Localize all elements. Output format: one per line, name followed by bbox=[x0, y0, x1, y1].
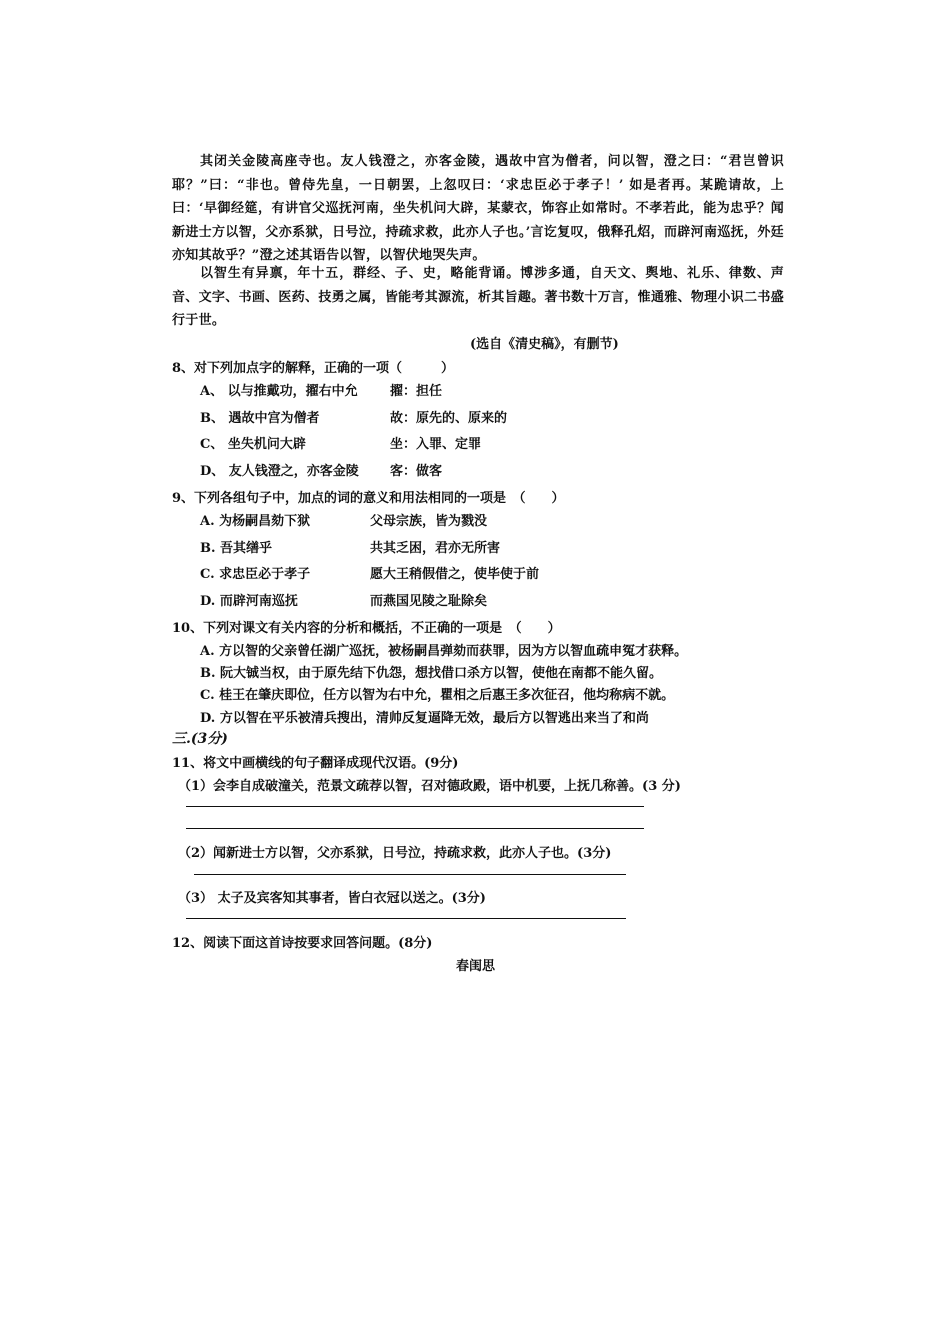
q8-stem: 8、对下列加点字的解释，正确的一项（ ） bbox=[172, 361, 455, 376]
q10-option-c: C. 桂王在肇庆即位，任方以智为右中允，瞿相之后惠王多次征召，他均称病不就。 bbox=[200, 688, 675, 703]
answer-line-3[interactable] bbox=[186, 918, 626, 919]
q8-gloss-a: 擢：担任 bbox=[390, 384, 443, 399]
q9-option-b-pair: 共其乏困，君亦无所害 bbox=[370, 541, 501, 556]
q10-option-d: D. 方以智在平乐被清兵搜出，清帅反复逼降无效，最后方以智逃出来当了和尚 bbox=[200, 711, 649, 726]
q11-item-2: （2）闻新进士方以智，父亦系狱，日号泣，持疏求救，此亦人子也。(3分) bbox=[178, 846, 612, 861]
q9-option-c-pair: 愿大王稍假借之，使毕使于前 bbox=[370, 567, 540, 582]
passage-paragraph-2: 以智生有异禀，年十五，群经、子、史，略能背诵。博涉多通，自天文、舆地、礼乐、律数、声音、文字、书画、医药、技勇之属，皆能考其源流，析其旨趣。著书数十万言，惟通雅、物理小识二书盛行于世。 bbox=[172, 266, 784, 328]
q11-item-3: （3） 太子及宾客知其事者，皆白衣冠以送之。(3分) bbox=[178, 891, 486, 906]
q9-option-d-pair: 而燕国见陵之耻除矣 bbox=[370, 594, 488, 609]
poem-title: 春闺思 bbox=[456, 959, 496, 974]
q9-option-a: A. 为杨嗣昌劾下狱 bbox=[200, 514, 311, 529]
q8-gloss-b: 故：原先的、原来的 bbox=[390, 411, 508, 426]
q8-option-d: D、 友人钱澄之，亦客金陵 bbox=[200, 464, 359, 479]
q8-gloss-d: 客：做客 bbox=[390, 464, 443, 479]
passage-source: (选自《清史稿》，有删节) bbox=[470, 337, 619, 352]
answer-line-2[interactable] bbox=[194, 874, 626, 875]
passage-paragraph-1: 其闭关金陵高座寺也。友人钱澄之，亦客金陵，遇故中宫为僧者，问以智，澄之曰：“君岂曾识耶？”曰：“非也。曾侍先皇，一日朝罢，上忽叹曰：‘求忠臣必于孝子！’ 如是者再。某跪请故，上曰：‘早御经筵，有讲官父巡抚河南，坐失机问大辟，某蒙衣，饰容止如常时。不孝若此，能为忠乎？闻新进士方以智，父亦系狱，日号泣，持疏求救，此亦人子也。’言讫复叹，俄释孔炤，而辟河南巡抚，外廷亦知其故乎？”澄之述其语告以智，以智伏地哭失声。 bbox=[172, 154, 784, 263]
q9-option-d: D. 而辟河南巡抚 bbox=[200, 594, 298, 609]
q11-item-1: （1）会李自成破潼关，范景文疏荐以智，召对德政殿，语中机要，上抚几称善。(3 分) bbox=[178, 779, 681, 794]
q9-option-b: B. 吾其缮乎 bbox=[200, 541, 273, 556]
q12-stem: 12、阅读下面这首诗按要求回答问题。(8分) bbox=[172, 936, 433, 951]
q8-gloss-c: 坐：入罪、定罪 bbox=[390, 437, 482, 452]
q8-option-b: B、 遇故中宫为僧者 bbox=[200, 411, 320, 426]
q8-option-c: C、 坐失机问大辟 bbox=[200, 437, 306, 452]
q9-stem: 9、下列各组句子中，加点的词的意义和用法相同的一项是 （ ） bbox=[172, 491, 565, 506]
section-heading: 三.(3分) bbox=[172, 731, 228, 747]
answer-line-1b[interactable] bbox=[186, 828, 644, 829]
answer-line-1a[interactable] bbox=[186, 806, 644, 807]
q11-stem: 11、将文中画横线的句子翻译成现代汉语。(9分) bbox=[172, 756, 459, 771]
q8-option-a: A、 以与推戴功，擢右中允 bbox=[200, 384, 358, 399]
q10-option-a: A. 方以智的父亲曾任湖广巡抚，被杨嗣昌弹劾而获罪，因为方以智血疏申冤才获释。 bbox=[200, 644, 688, 659]
q9-option-a-pair: 父母宗族，皆为戮没 bbox=[370, 514, 488, 529]
q10-option-b: B. 阮大铖当权，由于原先结下仇怨，想找借口杀方以智，使他在南都不能久留。 bbox=[200, 666, 663, 681]
q9-option-c: C. 求忠臣必于孝子 bbox=[200, 567, 311, 582]
q10-stem: 10、下列对课文有关内容的分析和概括，不正确的一项是 （ ） bbox=[172, 621, 561, 636]
